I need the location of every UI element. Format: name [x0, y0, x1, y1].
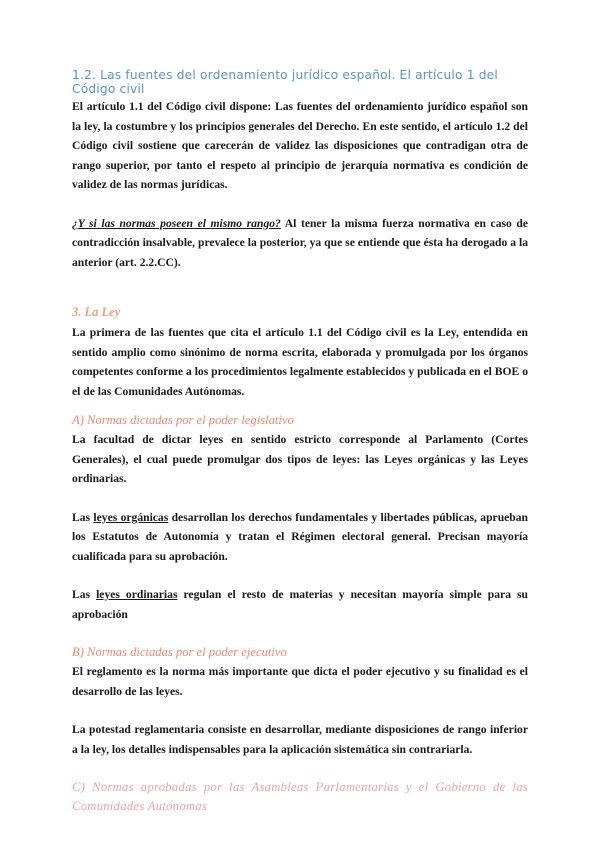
- subsection-a-heading: A) Normas dictadas por el poder legislativo: [72, 413, 294, 427]
- subsection-a-paragraph-3: [72, 585, 528, 624]
- subsection-a-paragraph-1: La facultad de dictar leyes en sentido estricto corresponde al Parlamento (Cortes Generales), el cual puede promulgar dos tipos de leyes: las Leyes orgánicas y las Leyes ordinarias.: [72, 433, 528, 485]
- section-1-2-paragraph-1: El artículo 1.1 del Código civil dispone: Las fuentes del ordenamiento jurídico español son la ley, la costumbre y los principios generales del Derecho. En este sentido, el artículo 1.2 del Código civil sostiene que carecerán de validez las disposiciones que contradigan otra de rango superior, por tanto el respeto al principio de jerarquía normativa es condición de validez de las normas jurídicas.: [72, 100, 528, 191]
- section-1-2-paragraph-2: [72, 214, 528, 273]
- question-phrase: ¿Y si las normas poseen el mismo rango?: [72, 216, 281, 230]
- paragraph-2-rest: Al tener la misma fuerza normativa en caso de contradicción insalvable, prevalece la posterior, ya que se entiende que ésta ha derogado a la anterior (art. 2.2.CC).: [72, 216, 528, 269]
- subsection-b-heading: B) Normas dictadas por el poder ejecutivo: [72, 645, 287, 659]
- subsection-c-heading: C) Normas aprobadas por las Asambleas Parlamentarias y el Gobierno de las Comunidades Autónomas: [72, 780, 528, 813]
- text-span: desarrollan los derechos fundamentales y libertades públicas, aprueban los Estatutos de Autonomía y tratan el Régimen electoral general. Precisan mayoría cualificada para su aprobación.: [72, 510, 528, 563]
- subsection-a-paragraph-2: [72, 508, 528, 567]
- text-span: regulan el resto de materias y necesitan mayoría simple para su aprobación: [72, 588, 528, 621]
- text-span: Las: [72, 588, 97, 601]
- section-3-intro: La primera de las fuentes que cita el artículo 1.1 del Código civil es la Ley, entendida en sentido amplio como sinónimo de norma escrita, elaborada y promulgada por los órganos competentes conforme a los procedimientos legalmente establecidos y publicada en el BOE o el de las Comunidades Autónomas.: [72, 326, 528, 398]
- term-leyes-ordinarias: leyes ordinarias: [96, 588, 178, 601]
- section-1-2-heading: 1.2. Las fuentes del ordenamiento jurídico español. El artículo 1 del Código civil: [72, 68, 498, 96]
- text-span: Las: [72, 510, 94, 524]
- term-leyes-organicas: leyes orgánicas: [93, 510, 169, 524]
- subsection-b-paragraph-2: La potestad reglamentaria consiste en desarrollar, mediante disposiciones de rango inferior a la ley, los detalles indispensables para la aplicación sistemática sin contrariarla.: [72, 723, 528, 756]
- section-3-heading: 3. La Ley: [72, 305, 121, 319]
- subsection-b-paragraph-1: El reglamento es la norma más importante que dicta el poder ejecutivo y su finalidad es el desarrollo de las leyes.: [72, 665, 528, 698]
